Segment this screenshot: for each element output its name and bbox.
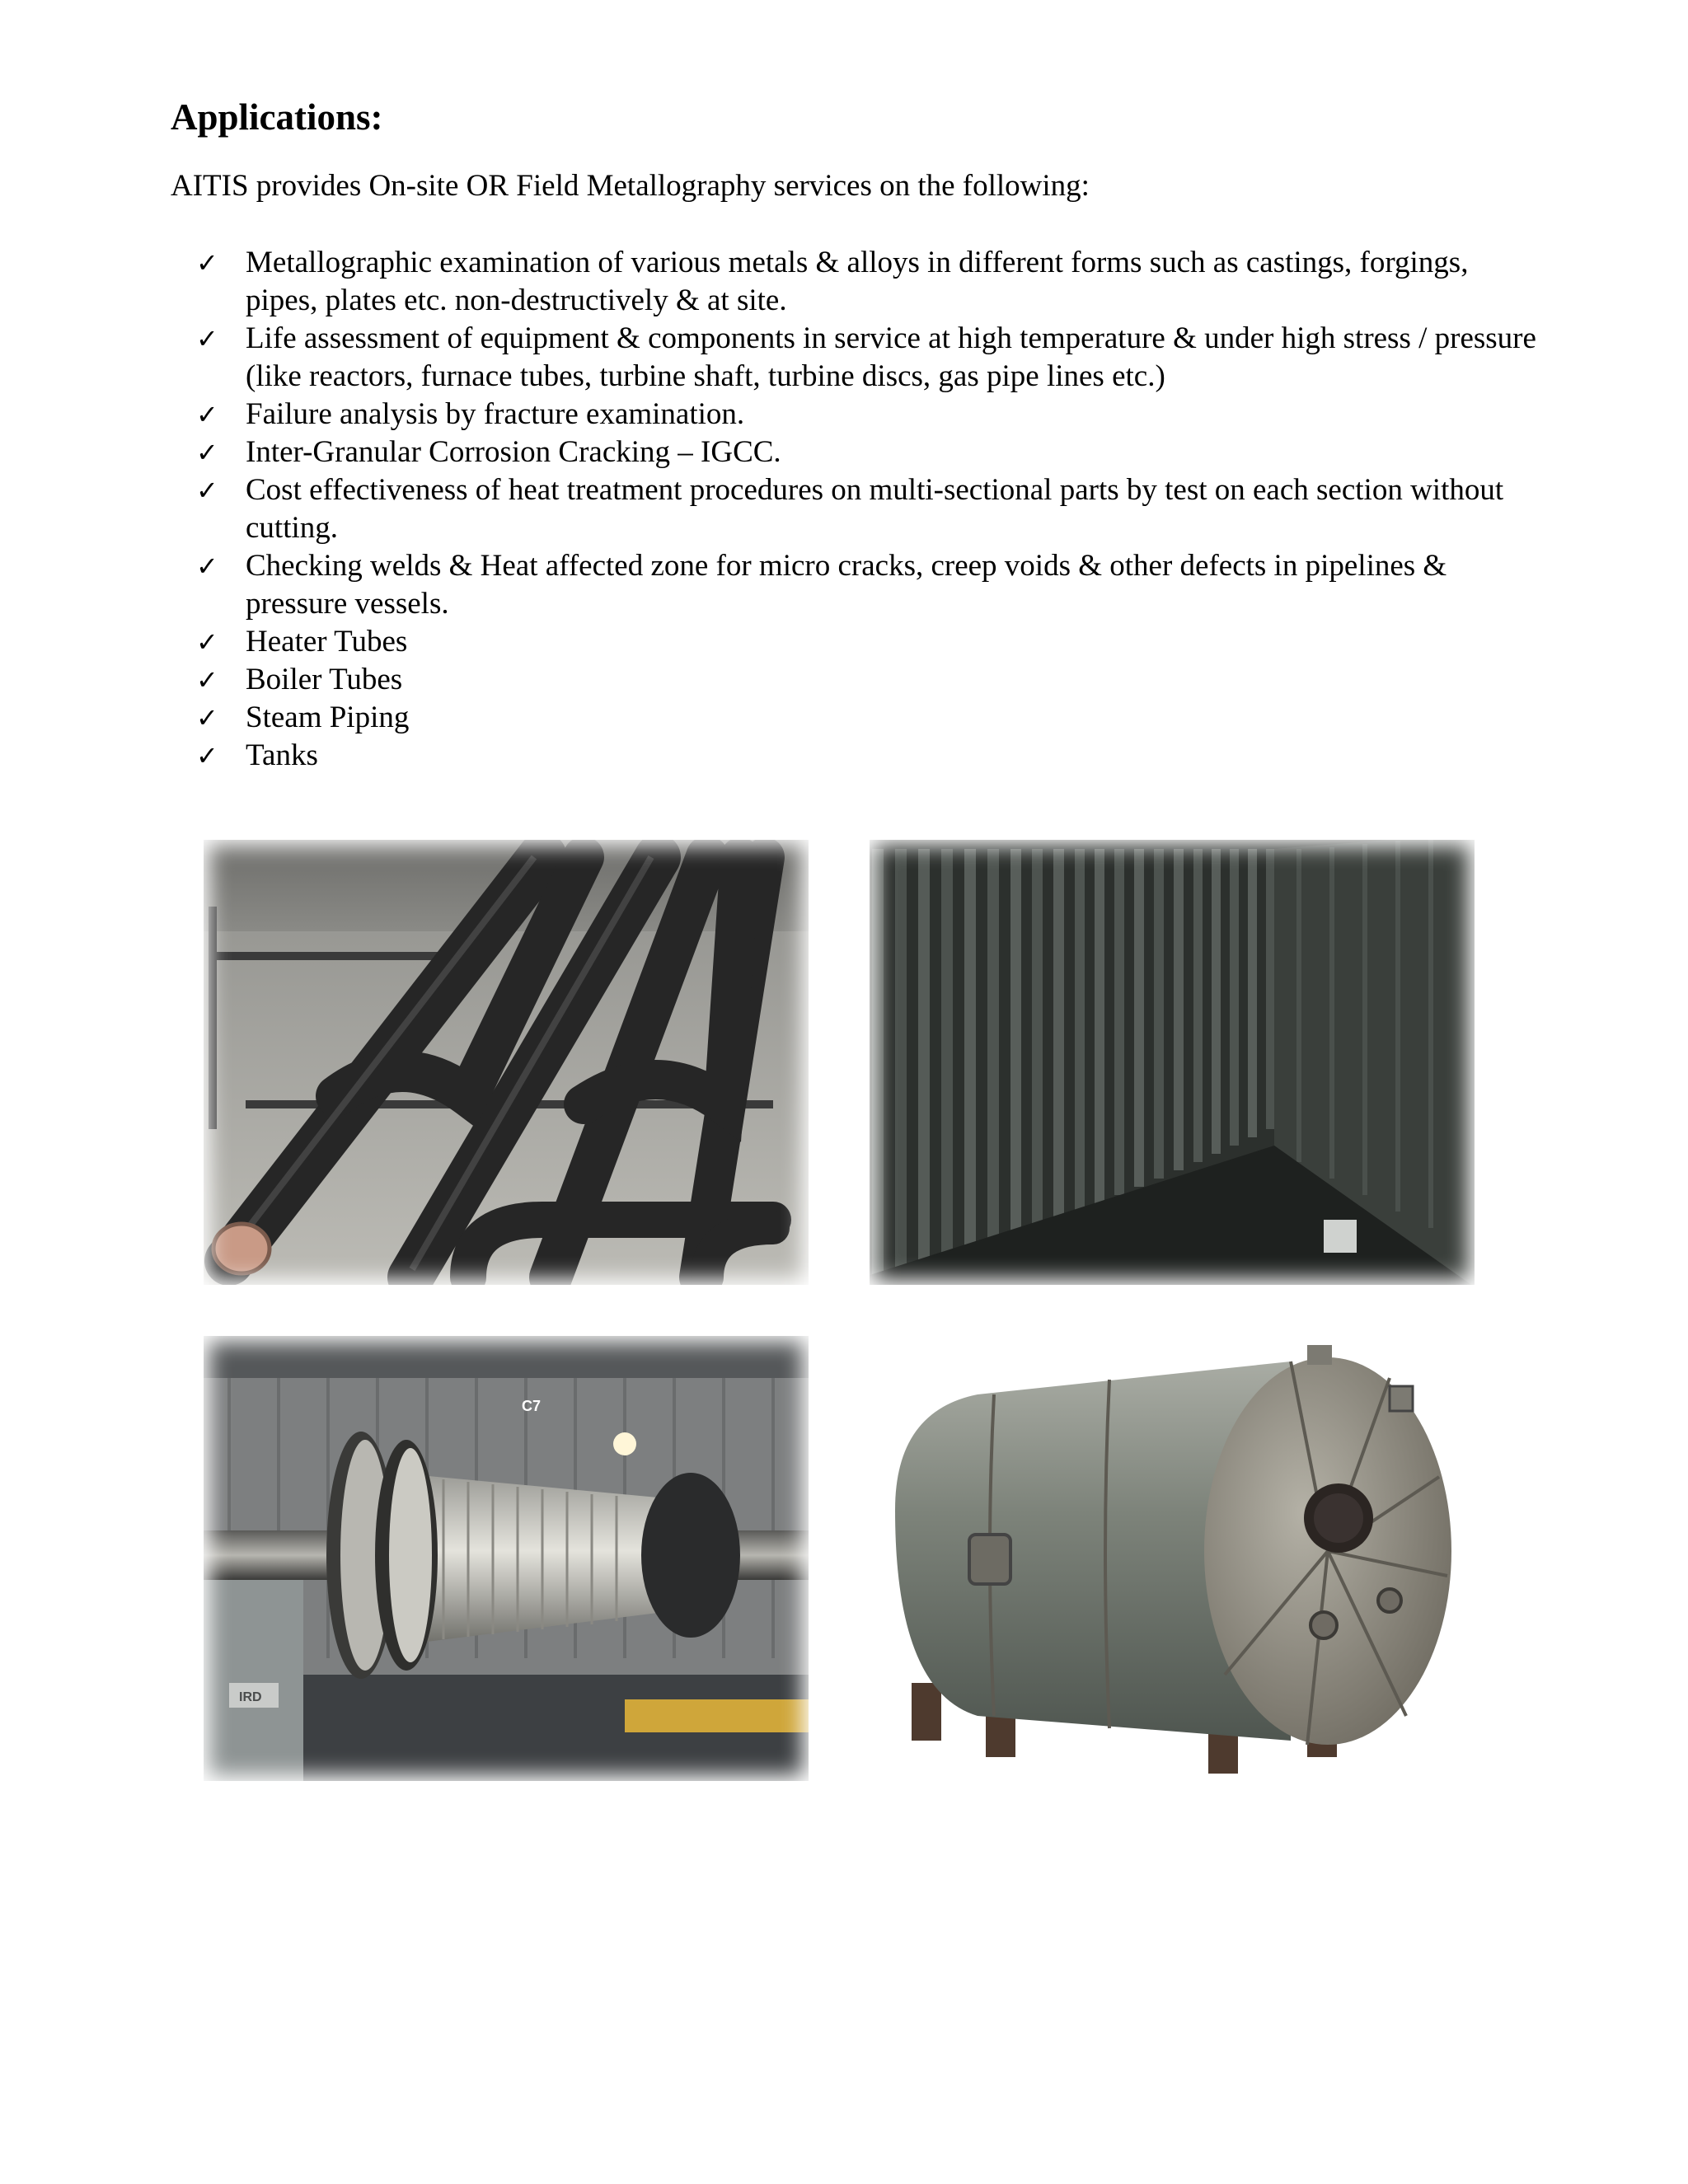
check-mark-icon: ✓ — [196, 626, 218, 658]
list-item-text: Cost effectiveness of heat treatment procedures on multi-sectional parts by test on each section without cutting. — [246, 473, 1504, 545]
check-mark-icon: ✓ — [196, 475, 218, 506]
list-item-text: Heater Tubes — [246, 625, 408, 658]
turbine-shaft-photo — [196, 1329, 816, 1788]
list-item-text: Failure analysis by fracture examination. — [246, 397, 745, 431]
list-item — [196, 320, 1548, 396]
check-mark-icon: ✓ — [196, 740, 218, 771]
pressure-vessel-photo — [862, 1329, 1482, 1788]
turbine-marker-label: C7 — [522, 1398, 542, 1414]
list-item — [196, 244, 1548, 320]
list-item — [196, 737, 1548, 775]
applications-list — [196, 244, 1548, 775]
check-mark-icon: ✓ — [196, 399, 218, 430]
check-mark-icon: ✓ — [196, 323, 218, 354]
list-item — [196, 396, 1548, 434]
check-mark-icon: ✓ — [196, 702, 218, 733]
heater-tubes-photo — [196, 832, 816, 1292]
boiler-tubes-photo — [862, 832, 1482, 1292]
list-item-text: Checking welds & Heat affected zone for micro cracks, creep voids & other defects in pipelines & pressure vessels. — [246, 549, 1447, 621]
list-item-text: Boiler Tubes — [246, 663, 403, 696]
list-item-text: Tanks — [246, 738, 318, 772]
check-mark-icon: ✓ — [196, 551, 218, 582]
check-mark-icon: ✓ — [196, 247, 218, 279]
list-item-text: Metallographic examination of various metals & alloys in different forms such as castings, forgings, pipes, plates etc. non-destructively & at site. — [246, 246, 1469, 317]
list-item — [196, 661, 1548, 699]
list-item — [196, 699, 1548, 737]
list-item — [196, 471, 1548, 547]
list-item-text: Life assessment of equipment & components in service at high temperature & under high stress / pressure (like reactors, furnace tubes, turbine shaft, turbine discs, gas pipe lines etc.) — [246, 321, 1536, 393]
list-item-text: Steam Piping — [246, 701, 410, 734]
page-heading: Applications: — [171, 96, 383, 138]
list-item — [196, 547, 1548, 623]
list-item — [196, 623, 1548, 661]
turbine-badge-label: IRD — [239, 1690, 262, 1704]
list-item-text: Inter-Granular Corrosion Cracking – IGCC. — [246, 435, 781, 469]
check-mark-icon: ✓ — [196, 437, 218, 468]
intro-paragraph: AITIS provides On-site OR Field Metallography services on the following: — [171, 169, 1090, 203]
list-item — [196, 434, 1548, 471]
check-mark-icon: ✓ — [196, 664, 218, 696]
